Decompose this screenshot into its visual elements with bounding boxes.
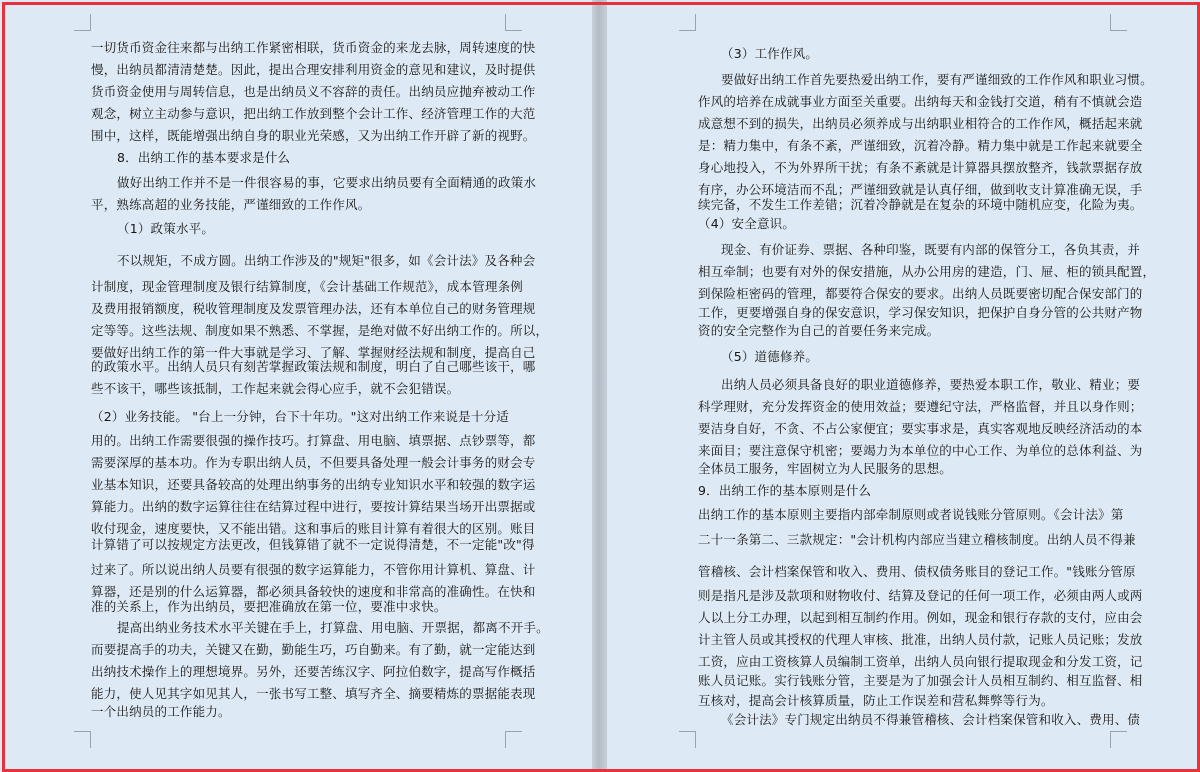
paragraph-line: 提高出纳业务技术水平关键在手上，打算盘、用电脑、开票据，都离不开手。	[117, 620, 549, 635]
paragraph-line: 定等等。这些法规、制度如果不熟悉、不掌握，是绝对做不好出纳工作的。所以，	[91, 323, 549, 338]
paragraph-line: 身心地投入，不为外界所干扰；有条不紊就是计算器具摆放整齐，钱款票据存放	[698, 160, 1143, 175]
paragraph-line: 出纳技术操作上的理想境界。另外，还要苦练汉字、阿拉伯数字，提高写作概括	[91, 664, 536, 679]
section-heading: 9．出纳工作的基本原则是什么	[698, 483, 872, 498]
paragraph-line: 观念，树立主动参与意识，把出纳工作放到整个会计工作、经济管理工作的大范	[91, 106, 536, 121]
paragraph-line: 一个出纳员的工作能力。	[91, 704, 231, 719]
paragraph-line: 出纳人员必须具备良好的职业道德修养，要热爱本职工作，敬业、精业；要	[721, 377, 1141, 392]
section-heading: 8．出纳工作的基本要求是什么	[117, 150, 291, 165]
paragraph-line: 工资，应由工资核算人员编制工资单，出纳人员向银行提取现金和分发工资，记	[698, 654, 1143, 669]
paragraph-line: 一切货币资金往来都与出纳工作紧密相联，货币资金的来龙去脉，周转速度的快	[91, 40, 536, 55]
paragraph-line: 准的关系上，作为出纳员，要把准确放在第一位，要准中求快。	[91, 599, 447, 614]
paragraph-line: 用的。出纳工作需要很强的操作技巧。打算盘、用电脑、填票据、点钞票等，都	[91, 433, 536, 448]
paragraph-line: 工作，更要增强自身的保安意识，学习保安知识，把保护自身分管的公共财产物	[698, 305, 1143, 320]
paragraph-line: 过来了。所以说出纳人员要有很强的数字运算能力，不管你用计算机、算盘、计	[91, 562, 536, 577]
paragraph-line: 计制度，现金管理制度及银行结算制度，《会计基础工作规范》，成本管理条例	[91, 279, 524, 294]
subsection-heading: （4）安全意识。	[698, 216, 796, 231]
paragraph-line: 二十一条第二、三款规定："会计机构内部应当建立稽核制度。出纳人员不得兼	[698, 532, 1136, 547]
paragraph-line: 围中，这样，既能增强出纳自身的职业光荣感，又为出纳工作开辟了新的视野。	[91, 128, 536, 143]
paragraph-line: 则是指凡是涉及款项和财物收付、结算及登记的任何一项工作，必须由两人或两	[698, 588, 1143, 603]
crop-mark-top-right	[1110, 14, 1127, 31]
crop-mark-bottom-left	[679, 731, 696, 748]
crop-mark-bottom-right	[1110, 731, 1127, 748]
paragraph-line: 计主管人员或其授权的代理人审核、批准，出纳人员付款，记账人员记账；发放	[698, 632, 1143, 647]
subsection-heading: （5）道德修养。	[721, 349, 819, 364]
paragraph-line: 现金、有价证券、票据、各种印鉴，既要有内部的保管分工，各负其责，并	[721, 242, 1141, 257]
paragraph-line: 资的安全完整作为自己的首要任务来完成。	[698, 323, 940, 338]
paragraph-line: 平，熟练高超的业务技能，严谨细致的工作作风。	[91, 197, 371, 212]
paragraph-line: 及费用报销额度，税收管理制度及发票管理办法，还有本单位自己的财务管理规	[91, 301, 536, 316]
crop-mark-top-left	[74, 14, 91, 31]
paragraph-line: 是：精力集中，有条不紊，严谨细致，沉着冷静。精力集中就是工作起来就要全	[698, 138, 1143, 153]
paragraph-line: 全体员工服务，牢固树立为人民服务的思想。	[698, 461, 953, 476]
paragraph-line: 来面目；要注意保守机密；要竭力为本单位的中心工作、为单位的总体利益、为	[698, 443, 1143, 458]
subsection-heading: （2）业务技能。 "台上一分钟，台下十年功。"这对出纳工作来说是十分适	[91, 409, 509, 424]
paragraph-line: 慢，出纳员都清清楚楚。因此，提出合理安排利用资金的意见和建议，及时提供	[91, 62, 536, 77]
paragraph-line: 算能力。出纳的数字运算往往在结算过程中进行，要按计算结果当场开出票据或	[91, 499, 536, 514]
crop-mark-bottom-left	[74, 731, 91, 748]
paragraph-line: 不以规矩，不成方圆。出纳工作涉及的"规矩"很多，如《会计法》及各种会	[117, 253, 536, 268]
page-gutter	[592, 0, 607, 772]
paragraph-line: 业基本知识，还要具备较高的处理出纳事务的出纳专业知识水平和较强的数字运	[91, 477, 536, 492]
paragraph-line: 到保险柜密码的管理，都要符合保安的要求。出纳人员既要密切配合保安部门的	[698, 286, 1143, 301]
paragraph-line: 作风的培养在成就事业方面至关重要。出纳每天和金钱打交道，稍有不慎就会造	[698, 94, 1143, 109]
paragraph-line: 些不该干，哪些该抵制，工作起来就会得心应手，就不会犯错误。	[91, 381, 460, 396]
paragraph-line: 算器，还是别的什么运算器，都必须具备较快的速度和非常高的准确性。在快和	[91, 584, 536, 599]
paragraph-line: 计算错了可以按规定方法更改，但钱算错了就不一定说得清楚，不一定能"改"得	[91, 537, 535, 552]
paragraph-line: 要做好出纳工作首先要热爱出纳工作，要有严谨细致的工作作风和职业习惯。	[721, 72, 1153, 87]
paragraph-line: 成意想不到的损失，出纳员必须养成与出纳职业相符合的工作作风，概括起来就	[698, 116, 1143, 131]
subsection-heading: （3）工作作风。	[721, 46, 819, 61]
paragraph-line: 续完备，不发生工作差错；沉着冷静就是在复杂的环境中随机应变，化险为夷。	[698, 197, 1143, 212]
crop-mark-top-left	[679, 14, 696, 31]
paragraph-line: 人以上分工办理，以起到相互制约作用。例如，现金和银行存款的支付，应由会	[698, 610, 1143, 625]
paragraph-line: 有序，办公环境洁而不乱；严谨细致就是认真仔细，做到收支计算准确无误，手	[698, 182, 1143, 197]
paragraph-line: 账人员记账。实行钱账分管，主要是为了加强会计人员相互制约、相互监督、相	[698, 673, 1143, 688]
paragraph-line: 要洁身自好，不贪、不占公家便宜；要实事求是，真实客观地反映经济活动的本	[698, 421, 1143, 436]
subsection-heading: （1）政策水平。	[117, 221, 215, 236]
paragraph-line: 相互牵制；也要有对外的保安措施，从办公用房的建造，门、屉、柜的锁具配置，	[698, 264, 1156, 279]
paragraph-line: 《会计法》专门规定出纳员不得兼管稽核、会计档案保管和收入、费用、债	[721, 712, 1141, 727]
paragraph-line: 要做好出纳工作的第一件大事就是学习、了解、掌握财经法规和制度，提高自己	[91, 345, 536, 360]
paragraph-line: 能力，使人见其字如见其人，一张书写工整、填写齐全、摘要精炼的票据能表现	[91, 686, 536, 701]
paragraph-line: 科学理财，充分发挥资金的使用效益；要遵纪守法，严格监督，并且以身作则；	[698, 399, 1143, 414]
paragraph-line: 管稽核、会计档案保管和收入、费用、债权债务账目的登记工作。"钱账分管原	[698, 564, 1136, 579]
crop-mark-top-right	[505, 14, 522, 31]
paragraph-line: 出纳工作的基本原则主要指内部牵制原则或者说钱账分管原则。《会计法》第	[698, 507, 1124, 522]
paragraph-line: 互核对，提高会计核算质量，防止工作误差和营私舞弊等行为。	[698, 693, 1054, 708]
paragraph-line: 的政策水平。出纳人员只有刻苦掌握政策法规和制度，明白了自己哪些该干，哪	[91, 359, 536, 374]
paragraph-line: 货币资金使用与周转信息，也是出纳员义不容辞的责任。出纳员应抛弃被动工作	[91, 84, 536, 99]
document-page-right	[607, 0, 1200, 772]
paragraph-line: 需要深厚的基本功。作为专职出纳人员，不但要具备处理一般会计事务的财会专	[91, 455, 536, 470]
paragraph-line: 做好出纳工作并不是一件很容易的事，它要求出纳员要有全面精通的政策水	[117, 175, 537, 190]
crop-mark-bottom-right	[505, 731, 522, 748]
document-page-left	[0, 0, 592, 772]
paragraph-line: 收付现金，速度要快，又不能出错。这和事后的账目计算有着很大的区别。账目	[91, 521, 536, 536]
paragraph-line: 而要提高手的功夫，关键又在勤，勤能生巧，巧自勤来。有了勤，就一定能达到	[91, 642, 536, 657]
